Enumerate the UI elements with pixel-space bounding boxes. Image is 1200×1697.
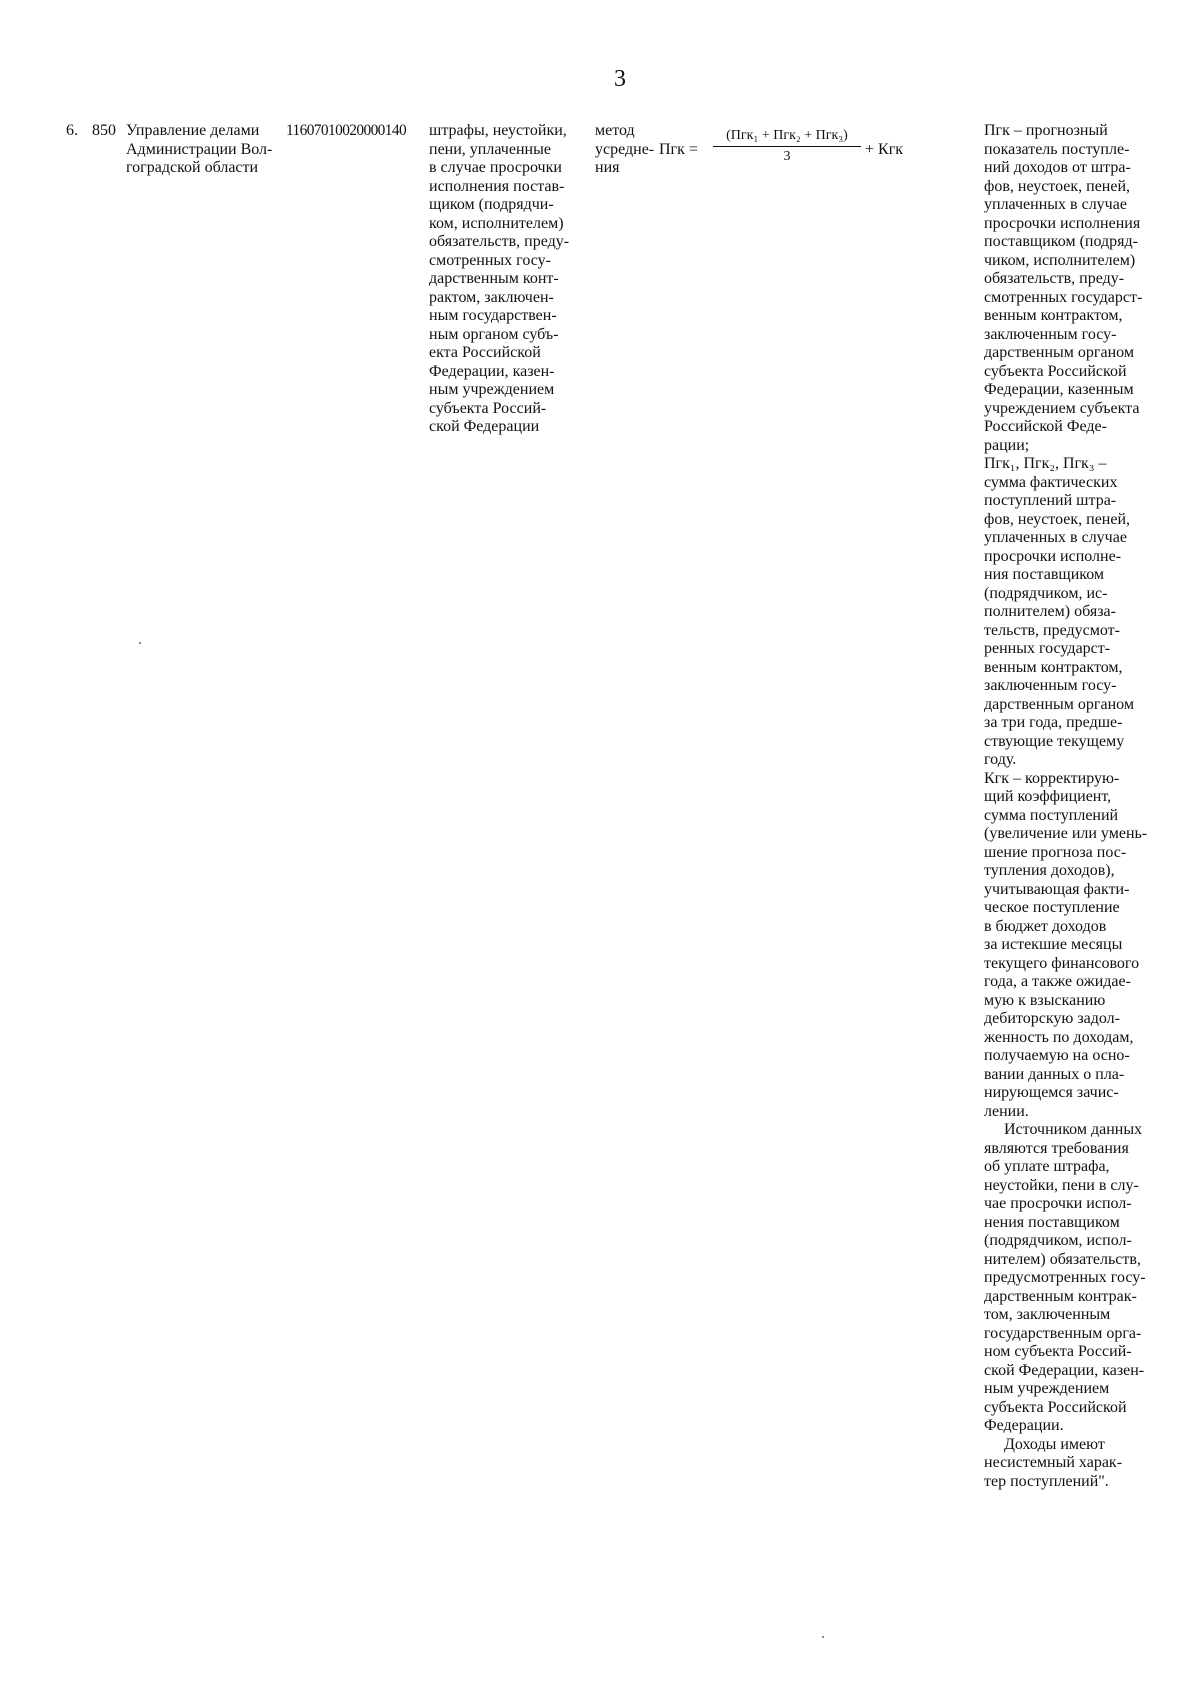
fraction-bar: [713, 146, 861, 147]
description-line: показатель поступле-: [984, 140, 1130, 158]
description-line: заключенным госу-: [984, 325, 1117, 343]
method-line: усредне-: [595, 140, 655, 158]
scan-speck: [822, 1636, 824, 1638]
description-line: учреждением субъекта: [984, 399, 1140, 417]
description-line: ном субъекта Россий-: [984, 1343, 1132, 1360]
description-line: ния поставщиком: [984, 566, 1105, 583]
admin-name-line: гоградской области: [126, 159, 259, 176]
revenue-name-line: екта Российской: [429, 344, 541, 361]
description-line: поставщиком (подряд-: [984, 233, 1138, 250]
description-line: том, заключенным: [984, 1306, 1111, 1323]
description-line: венным контрактом,: [984, 307, 1123, 324]
description-line: сумма фактических: [984, 473, 1118, 491]
description-line: (увеличение или умень-: [984, 825, 1148, 842]
description-line: текущего финансового: [984, 954, 1140, 972]
description-line: обязательств, преду-: [984, 270, 1125, 287]
description-line: в бюджет доходов: [984, 917, 1107, 935]
revenue-name-line: ным учреждением: [429, 381, 555, 398]
description-line: учитывающая факти-: [984, 880, 1130, 898]
description-line: неустойки, пени в слу-: [984, 1176, 1139, 1194]
description-line: Федерации, казенным: [984, 381, 1134, 398]
formula-denominator: 3: [783, 149, 791, 164]
formula-rhs: + Кгк: [865, 141, 904, 158]
formula-lhs: Пгк =: [659, 141, 698, 158]
description-line: за три года, предше-: [984, 714, 1123, 731]
description-line: чае просрочки испол-: [984, 1195, 1132, 1212]
description-line: ным учреждением: [984, 1380, 1110, 1397]
description-line: ской Федерации, казен-: [984, 1361, 1145, 1379]
description-line: фов, неустоек, пеней,: [984, 510, 1131, 528]
calculation-method: [595, 122, 654, 178]
revenue-name-line: субъекта Россий-: [429, 399, 547, 417]
row-number: 6.: [66, 122, 78, 139]
description-line: об уплате штрафа,: [984, 1158, 1110, 1175]
revenue-name-line: Федерации, казен-: [429, 362, 555, 380]
description-line: рации;: [984, 436, 1030, 454]
description-line: чиком, исполнителем): [984, 251, 1136, 269]
description-line: дарственным контрак-: [984, 1287, 1137, 1305]
description-line: поступлений штра-: [984, 492, 1117, 509]
method-line: ния: [595, 159, 620, 176]
revenue-name-line: дарственным конт-: [429, 270, 559, 287]
revenue-name-line: смотренных госу-: [429, 251, 551, 269]
description-line: сумма поступлений: [984, 806, 1119, 824]
description-line: предусмотренных госу-: [984, 1269, 1146, 1286]
description-line: щий коэффициент,: [984, 788, 1112, 805]
description-line: мую к взысканию: [984, 991, 1106, 1009]
description-line: ний доходов от штра-: [984, 159, 1131, 176]
method-line: метод: [595, 122, 635, 139]
formula-numerator: (Пгк₁ + Пгк₂ + Пгк₃): [726, 128, 848, 143]
revenue-name-line: ской Федерации: [429, 418, 540, 435]
description-line: за истекшие месяцы: [984, 936, 1123, 953]
revenue-name-line: обязательств, преду-: [429, 233, 570, 250]
description-line: дебиторскую задол-: [984, 1010, 1120, 1027]
description-line: просрочки исполнения: [984, 214, 1141, 232]
admin-name: [126, 122, 284, 178]
description-line: тер поступлений".: [984, 1472, 1109, 1490]
description-line: государственным орга-: [984, 1324, 1142, 1342]
revenue-name: [429, 122, 593, 437]
description-line: тельств, предусмот-: [984, 621, 1120, 639]
description-line: ческое поступление: [984, 899, 1120, 916]
revenue-name-line: в случае просрочки: [429, 159, 562, 176]
description-line: заключенным госу-: [984, 677, 1117, 694]
admin-code: 850: [92, 122, 116, 139]
description-line: году.: [984, 751, 1017, 768]
formula-description: [984, 122, 1160, 1491]
revenue-name-line: ным государствен-: [429, 307, 557, 324]
description-line: нения поставщиком: [984, 1213, 1120, 1231]
page-number: 3: [614, 66, 626, 92]
description-line: вании данных о пла-: [984, 1065, 1125, 1083]
description-line: уплаченных в случае: [984, 196, 1127, 213]
description-line: Доходы имеют: [1004, 1435, 1105, 1453]
description-line: нирующемся зачис-: [984, 1084, 1119, 1101]
description-line: субъекта Российской: [984, 1398, 1127, 1416]
description-line: (подрядчиком, испол-: [984, 1232, 1132, 1249]
description-line: женность по доходам,: [984, 1028, 1134, 1046]
description-line: Российской Феде-: [984, 418, 1107, 435]
forecast-formula: [659, 127, 924, 175]
description-line: венным контрактом,: [984, 658, 1123, 676]
description-line: нителем) обязательств,: [984, 1250, 1141, 1268]
description-line: просрочки исполне-: [984, 547, 1122, 565]
description-line: Источником данных: [1004, 1121, 1143, 1138]
revenue-name-line: щиком (подрядчи-: [429, 196, 554, 213]
admin-name-line: Управление делами: [126, 122, 260, 139]
description-line: тупления доходов),: [984, 862, 1115, 879]
kbk-code: 11607010020000140: [286, 122, 407, 139]
revenue-name-line: штрафы, неустойки,: [429, 122, 567, 139]
description-line: дарственным органом: [984, 344, 1134, 361]
description-line: дарственным органом: [984, 695, 1134, 713]
description-line: являются требования: [984, 1139, 1129, 1157]
revenue-name-line: исполнения постав-: [429, 177, 565, 195]
description-line: смотренных государст-: [984, 288, 1143, 306]
description-line: ренных государст-: [984, 640, 1111, 657]
description-line: полнителем) обяза-: [984, 603, 1116, 620]
description-line: лении.: [984, 1102, 1029, 1120]
description-line: ствующие текущему: [984, 732, 1125, 750]
revenue-name-line: пени, уплаченные: [429, 140, 551, 158]
description-line: получаемую на осно-: [984, 1047, 1130, 1064]
description-line: несистемный харак-: [984, 1454, 1123, 1471]
description-line: субъекта Российской: [984, 362, 1127, 380]
scan-speck: [139, 642, 141, 644]
description-line: Кгк – корректирую-: [984, 769, 1120, 787]
description-line: фов, неустоек, пеней,: [984, 177, 1131, 195]
revenue-name-line: ком, исполнителем): [429, 214, 564, 232]
description-line: Федерации.: [984, 1417, 1064, 1434]
description-line: шение прогноза пос-: [984, 843, 1127, 861]
revenue-name-line: ным органом субъ-: [429, 325, 559, 343]
description-line: (подрядчиком, ис-: [984, 584, 1108, 602]
admin-name-line: Администрации Вол-: [126, 140, 273, 158]
revenue-name-line: рактом, заключен-: [429, 288, 554, 306]
description-line: Пгк₁, Пгк₂, Пгк₃ –: [984, 455, 1107, 472]
description-line: года, а также ожидае-: [984, 973, 1131, 990]
description-line: Пгк – прогнозный: [984, 122, 1108, 139]
description-line: уплаченных в случае: [984, 529, 1127, 546]
